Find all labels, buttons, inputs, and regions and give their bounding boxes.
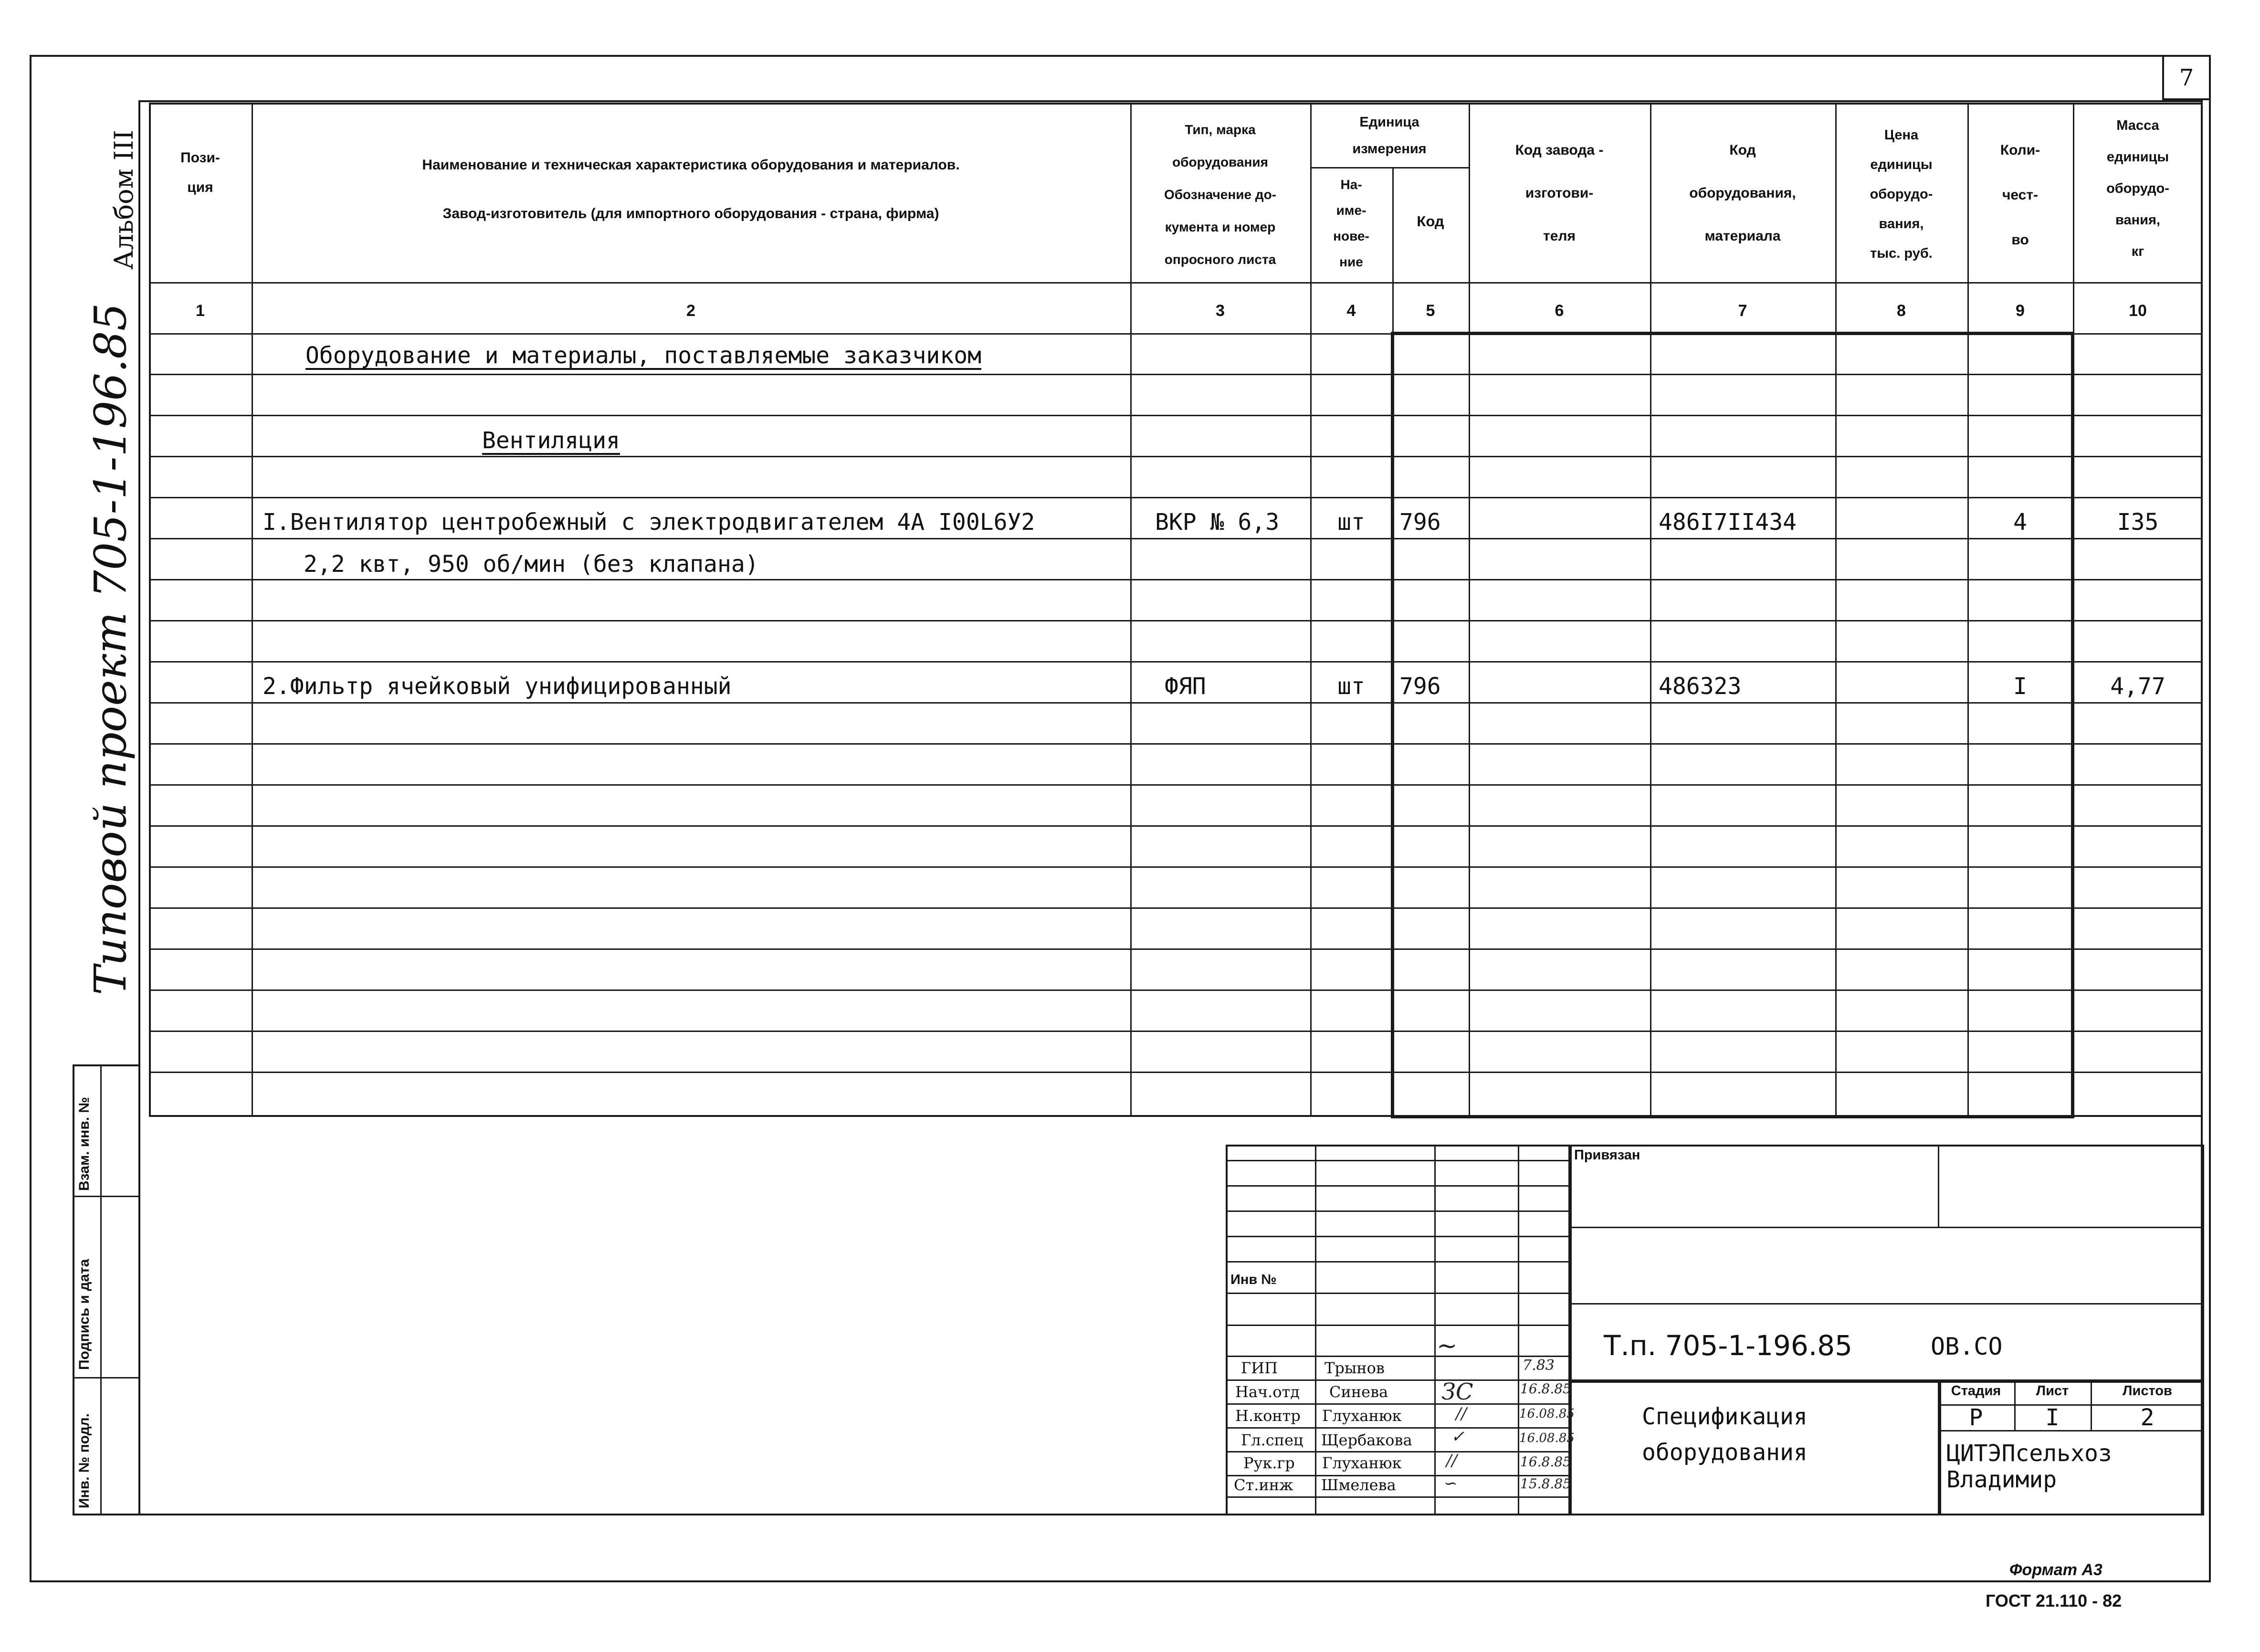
signer-date: 16.8.85: [1520, 1381, 1571, 1397]
item-2-type: ФЯП: [1165, 673, 1206, 700]
title-line1: Спецификация: [1642, 1403, 1808, 1430]
section-title: Оборудование и материалы, поставляемые заказчиком: [305, 342, 982, 369]
signer-role: Нач.отд: [1235, 1383, 1300, 1401]
signature-mark: ~: [1437, 1332, 1458, 1360]
header-equipment-code: Код оборудования, материала: [1689, 142, 1796, 244]
signer-name: Трынов: [1324, 1359, 1385, 1377]
item-2-equipment-code: 486323: [1659, 673, 1742, 700]
signer-role: Ст.инж: [1234, 1476, 1293, 1494]
item-1-mass: I35: [2117, 509, 2159, 536]
column-number-8: 8: [1897, 302, 1906, 320]
stage-label: Стадия: [1951, 1383, 2001, 1399]
column-number-4: 4: [1346, 302, 1356, 320]
stamp-inv-podl: Инв. № подл.: [76, 1413, 92, 1508]
bold-data-box: [1391, 332, 2074, 1118]
item-1-quantity: 4: [2013, 509, 2027, 536]
item-1-unit-code: 796: [1399, 509, 1441, 536]
item-1-name-line2: 2,2 квт, 950 об/мин (без клапана): [304, 551, 759, 578]
signer-role: Гл.спец: [1241, 1431, 1303, 1449]
item-1-unit: шт: [1337, 509, 1365, 536]
column-number-1: 1: [196, 302, 205, 320]
signer-date: 15.8.85: [1520, 1476, 1571, 1492]
privyazan-label: Привязан: [1574, 1147, 1640, 1163]
inv-no-label: Инв №: [1230, 1272, 1277, 1287]
album-label: Альбом III: [109, 130, 139, 270]
header-price: Цена единицы оборудо- вания, тыс. руб.: [1870, 127, 1933, 261]
item-1-name-line1: I.Вентилятор центробежный с электродвигателем 4А I00L6У2: [263, 509, 1035, 536]
header-mass: Масса единицы оборудо- вания, кг: [2106, 118, 2169, 259]
item-1-type: ВКР № 6,3: [1155, 509, 1280, 536]
column-number-5: 5: [1426, 302, 1435, 320]
item-2-quantity: I: [2013, 673, 2027, 700]
stamp-vzam-inv: Взам. инв. №: [76, 1097, 92, 1191]
signature-mark: //: [1456, 1404, 1467, 1423]
document-code: Т.п. 705-1-196.85: [1604, 1329, 1853, 1362]
signature-mark: ЗС: [1441, 1378, 1473, 1405]
stage-value: Р: [1969, 1404, 1983, 1431]
header-type-mark: Тип, марка оборудования Обозначение до- кумента и номер опросного листа: [1164, 122, 1277, 267]
sheet-label: Лист: [2036, 1383, 2069, 1399]
signer-role: ГИП: [1241, 1359, 1278, 1377]
column-number-10: 10: [2129, 302, 2147, 320]
sheets-value: 2: [2140, 1404, 2155, 1431]
signer-date: 16.8.85: [1520, 1454, 1571, 1470]
column-number-9: 9: [2016, 302, 2025, 320]
signer-date: 16.08.85: [1519, 1431, 1575, 1445]
signer-role: Рук.гр: [1243, 1454, 1295, 1472]
sheet-value: I: [2045, 1404, 2060, 1431]
title-line2: оборудования: [1642, 1439, 1808, 1466]
item-1-equipment-code: 486I7II434: [1659, 509, 1797, 536]
header-name-line1: Наименование и техническая характеристика оборудования и материалов.: [422, 157, 960, 173]
item-2-unit: шт: [1337, 673, 1365, 700]
signature-mark: ✓: [1451, 1427, 1465, 1446]
header-name-line2: Завод-изготовитель (для импортного оборудования - страна, фирма): [442, 206, 939, 221]
column-number-7: 7: [1738, 302, 1747, 320]
organization-line2: Владимир: [1946, 1466, 2057, 1493]
item-2-mass: 4,77: [2110, 673, 2165, 700]
signer-name: Синева: [1329, 1383, 1388, 1401]
signer-date: 7.83: [1523, 1357, 1555, 1374]
header-position: Пози- ция: [180, 150, 220, 195]
item-2-name: 2.Фильтр ячейковый унифицированный: [263, 673, 732, 700]
header-unit-code: Код: [1417, 213, 1444, 230]
format-label: Формат А3: [2009, 1561, 2102, 1579]
signer-date: 16.08.85: [1519, 1407, 1575, 1421]
signature-mark: //: [1446, 1451, 1457, 1470]
header-unit-name: На- име- нове- ние: [1333, 177, 1369, 269]
header-unit-group: Единица измерения: [1352, 115, 1427, 157]
subsection-title: Вентиляция: [482, 427, 620, 454]
item-2-unit-code: 796: [1399, 673, 1441, 700]
signer-role: Н.контр: [1235, 1407, 1301, 1425]
header-quantity: Коли- чест- во: [2000, 142, 2040, 248]
column-number-3: 3: [1216, 302, 1225, 320]
signer-name: Щербакова: [1321, 1431, 1412, 1449]
signature-mark: ∽: [1444, 1474, 1458, 1493]
stamp-podpis-data: Подпись и дата: [76, 1259, 92, 1370]
organization-line1: ЦИТЭПсельхоз: [1946, 1440, 2112, 1467]
sheet-number: 7: [2179, 64, 2194, 91]
sheets-label: Листов: [2123, 1383, 2172, 1399]
signer-name: Глуханюк: [1322, 1407, 1402, 1425]
column-number-2: 2: [686, 302, 695, 320]
column-number-6: 6: [1555, 302, 1564, 320]
project-handwritten-label: Типовой проект 705-1-196.85: [85, 303, 136, 995]
header-factory-code: Код завода - изготови- теля: [1515, 142, 1604, 244]
signer-name: Шмелева: [1321, 1476, 1396, 1494]
signer-name: Глуханюк: [1322, 1454, 1402, 1472]
gost-label: ГОСТ 21.110 - 82: [1986, 1591, 2122, 1610]
document-mark: ОВ.СО: [1931, 1333, 2003, 1360]
